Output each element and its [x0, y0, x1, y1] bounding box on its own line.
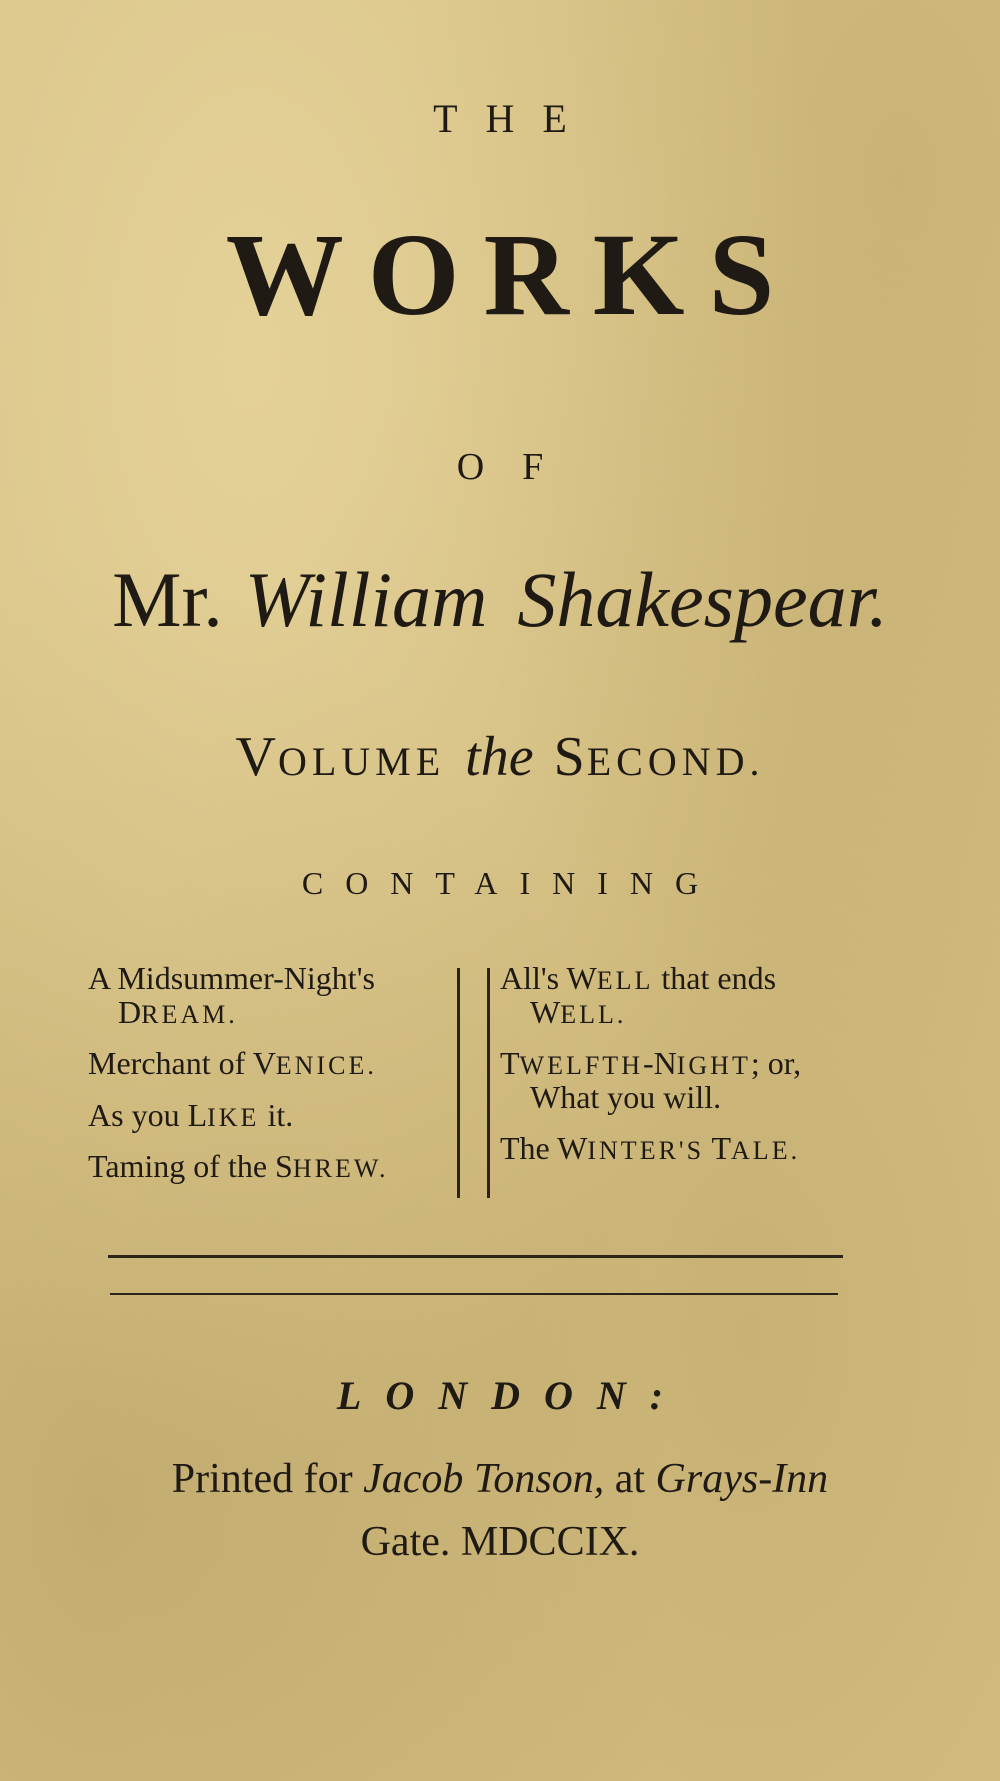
play-taming-of-the-shrew — [88, 1150, 448, 1184]
small-caps: IGHT — [676, 1051, 751, 1081]
volume-v-rest: OLUME — [277, 739, 446, 784]
play-merchant — [88, 1047, 448, 1081]
volume-s-rest: ECOND. — [586, 739, 765, 784]
imprint-at: at — [604, 1456, 656, 1502]
column-divider-left — [457, 968, 460, 1198]
cap-letter: T — [500, 1045, 520, 1082]
play-text: As you — [88, 1096, 188, 1133]
play-text: Merchant of — [88, 1045, 253, 1082]
cap-letter: W — [530, 993, 561, 1030]
cap-letter: T — [704, 1130, 732, 1167]
play-alls-well — [500, 962, 870, 1029]
cap-letter: W — [557, 1130, 588, 1167]
imprint-place: Grays-Inn — [655, 1456, 829, 1502]
imprint-printed-for: Printed for — [171, 1456, 364, 1502]
small-caps: IKE — [207, 1102, 260, 1132]
play-text: - — [642, 1045, 654, 1082]
horizontal-rule-lower — [110, 1293, 838, 1295]
cap-letter: V — [252, 1045, 276, 1082]
imprint-publisher: Jacob Tonson, — [363, 1456, 605, 1502]
volume-v-cap: V — [235, 726, 278, 788]
imprint-line1 — [0, 1455, 1000, 1503]
plays-right-column — [500, 962, 870, 1184]
cap-letter: L — [187, 1096, 208, 1133]
author-first-name: William — [244, 556, 488, 643]
volume-line — [0, 725, 1000, 789]
play-alls-well-line2 — [500, 993, 870, 1030]
author-name — [0, 555, 1000, 645]
cap-letter: N — [653, 1045, 677, 1082]
play-midsummer-line2 — [88, 993, 448, 1030]
play-text: that ends — [653, 960, 777, 996]
play-text: Taming of the — [88, 1148, 276, 1185]
cap-letter: S — [275, 1148, 293, 1185]
column-divider-right — [487, 968, 490, 1198]
small-caps: ENICE. — [275, 1051, 377, 1081]
play-as-you-like-it — [88, 1096, 448, 1133]
play-winters-tale — [500, 1132, 870, 1166]
play-text: it. — [259, 1096, 294, 1133]
small-caps: INTER'S — [587, 1136, 705, 1166]
play-twelfth-night-line2: What you will. — [530, 1078, 722, 1115]
horizontal-rule-upper — [108, 1255, 843, 1258]
title-the: THE — [433, 96, 595, 141]
play-midsummer — [88, 962, 448, 1029]
author-last-name: Shakespear. — [517, 556, 888, 643]
imprint-line2: Gate. MDCCIX. — [360, 1519, 640, 1565]
play-text: The — [500, 1130, 558, 1167]
small-caps: ALE. — [731, 1136, 801, 1166]
imprint-city: LONDON: — [336, 1373, 688, 1418]
volume-s-cap: S — [553, 726, 587, 788]
small-caps: REAM. — [141, 999, 238, 1029]
plays-left-column — [88, 962, 448, 1202]
play-text: ; or, — [750, 1045, 802, 1082]
volume-the: the — [465, 726, 534, 788]
small-caps: ELL. — [560, 999, 627, 1029]
cap-letter: W — [566, 960, 597, 996]
small-caps: HREW. — [292, 1154, 389, 1184]
small-caps: WELFTH — [519, 1051, 643, 1081]
cap-letter: D — [118, 993, 142, 1030]
play-midsummer-line1: A Midsummer-Night's — [88, 960, 375, 996]
play-twelfth-night — [500, 1047, 870, 1114]
play-text: All's — [500, 960, 567, 996]
title-of: OF — [456, 446, 582, 488]
title-works: WORKS — [225, 209, 799, 340]
author-honorific: Mr. — [112, 556, 223, 643]
small-caps: ELL — [596, 966, 654, 995]
containing-heading: CONTAINING — [301, 865, 721, 901]
